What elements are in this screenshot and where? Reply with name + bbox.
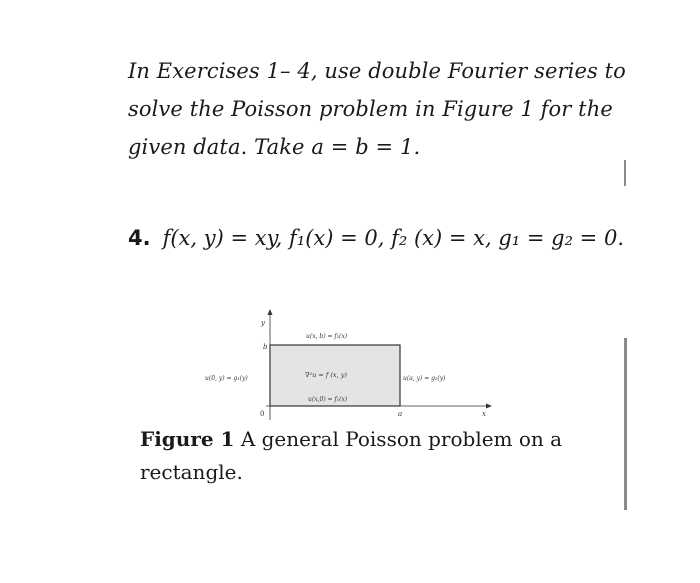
origin-label: 0 [260,410,265,418]
exercise-number: 4. [128,226,151,250]
exercise-intro [128,52,626,166]
right-boundary-label: u(a, y) = g₂(y) [403,375,446,382]
x-axis-arrow [486,404,492,409]
figure-caption [140,423,580,489]
x-axis-label: x [482,410,486,418]
exercise-4 [128,226,624,250]
y-axis-label: y [261,319,265,327]
figure-caption-text: A general Poisson problem on a [234,427,563,451]
y-axis-arrow [268,309,273,315]
figure-caption-text-2: rectangle. [140,460,243,484]
figure-diagram [190,305,510,430]
b-tick-label: b [263,343,268,351]
exercise-equation: f(x, y) = xy, f₁(x) = 0, f₂ (x) = x, g₁ = g₂ = 0. [162,226,624,250]
intro-line-3: given data. Take a = b = 1. [128,135,421,159]
intro-line-2: solve the Poisson problem in Figure 1 for the [128,97,613,121]
scroll-indicator-top [624,160,626,186]
bottom-boundary-label: u(x,0) = f₁(x) [308,396,348,403]
a-tick-label: a [398,410,403,418]
poisson-equation-label: ∇²u = f (x, y) [305,371,347,379]
left-boundary-label: u(0, y) = g₁(y) [205,375,248,382]
intro-line-1: In Exercises 1– 4, use double Fourier series to [128,59,626,83]
figure-caption-label: Figure 1 [140,427,235,451]
poisson-rectangle-figure [190,305,510,430]
top-boundary-label: u(x, b) = f₂(x) [306,333,348,340]
scroll-indicator-bottom [624,338,627,510]
